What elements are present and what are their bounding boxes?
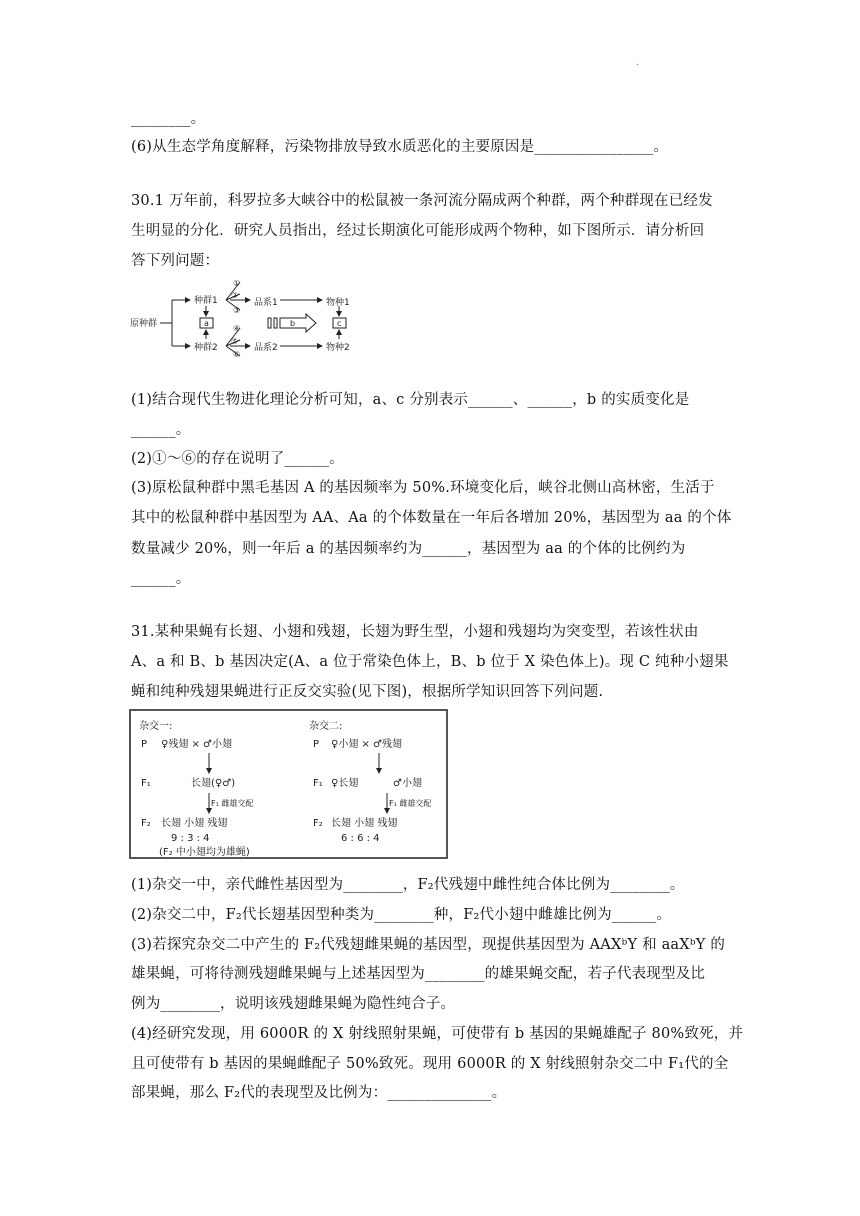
- diagram-n1: ①: [233, 279, 241, 288]
- diagram-pop2: 种群2: [194, 343, 218, 353]
- diagram-strain1: 品系1: [254, 298, 278, 308]
- q30-stem-line-2: 生明显的分化．研究人员指出，经过长期演化可能形成两个物种，如下图所示．请分析回: [131, 223, 705, 239]
- cross2-parents: ♀小翅 × ♂残翅: [331, 739, 403, 750]
- diagram-arrow-b: [280, 314, 316, 332]
- diagram-species2: 物种2: [326, 343, 350, 353]
- q31-stem-line-3: 蝇和纯种残翅果蝇进行正反交实验(见下图)，根据所学知识回答下列问题.: [131, 684, 604, 700]
- cross2-ratio: 6 : 6 : 4: [341, 833, 380, 844]
- q31-stem-line-1: 31.某种果蝇有长翅、小翅和残翅，长翅为野生型，小翅和残翅均为突变型，若该性状由: [131, 624, 699, 640]
- diagram-n5: ⑤: [231, 337, 239, 346]
- diagram-strain2: 品系2: [254, 343, 278, 353]
- q31-item-1: (1)杂交一中，亲代雌性基因型为________，F₂代残翅中雌性纯合体比例为________。: [131, 877, 685, 893]
- q31-stem-line-2: A、a 和 B、b 基因决定(A、a 位于常染色体上，B、b 位于 X 染色体上)。现 C 纯种小翅果: [131, 654, 729, 670]
- cross2-f1-male: ♂小翅: [393, 778, 422, 789]
- q30-item-3d: ______。: [131, 571, 191, 587]
- q29-blank-line: ________。: [131, 111, 206, 127]
- cross1-parents: ♀残翅 × ♂小翅: [161, 739, 233, 750]
- q30-item-1a: (1)结合现代生物进化理论分析可知，a、c 分别表示______、______，b 的实质变化是: [131, 392, 690, 408]
- diagram-label-b: b: [290, 319, 296, 328]
- cross1-f2: 长翅 小翅 残翅: [161, 818, 228, 829]
- cross1-p-label: P: [141, 739, 148, 750]
- corner-mark: .: [636, 58, 639, 68]
- diagram-label-c: c: [337, 319, 342, 328]
- cross2-title: 杂交二:: [309, 721, 343, 732]
- q31-item-3c: 例为________，说明该残翅雌果蝇为隐性纯合子。: [131, 996, 456, 1012]
- q30-stem-line-1: 30.1 万年前，科罗拉多大峡谷中的松鼠被一条河流分隔成两个种群，两个种群现在已经发: [131, 193, 713, 209]
- cross1-title: 杂交一:: [139, 721, 173, 732]
- cross1-f1: 长翅(♀♂): [191, 778, 236, 789]
- q30-item-2: (2)①～⑥的存在说明了______。: [131, 451, 344, 467]
- q29-item6: (6)从生态学角度解释，污染物排放导致水质恶化的主要原因是________________。: [131, 139, 669, 155]
- diagram-n4: ④: [233, 324, 241, 333]
- q31-item-3a: (3)若探究杂交二中产生的 F₂代残翅雌果蝇的基因型，现提供基因型为 AAXᵇY 和 aaXᵇY 的: [131, 937, 726, 953]
- cross2-f1-female: ♀长翅: [331, 778, 359, 789]
- diagram-label-a: a: [204, 319, 209, 328]
- cross1-mating: F₁ 雌雄交配: [211, 799, 254, 808]
- diagram-n3: ③: [233, 306, 241, 315]
- cross2-f2: 长翅 小翅 残翅: [331, 818, 398, 829]
- diagram-species1: 物种1: [326, 298, 350, 308]
- cross2-f1-label: F₁: [313, 778, 323, 789]
- cross1-ratio: 9 : 3 : 4: [171, 833, 210, 844]
- speciation-diagram: [128, 276, 368, 358]
- cross1-note: (F₂ 中小翅均为雄蝇): [159, 847, 250, 857]
- cross-experiment-figure: [129, 709, 448, 859]
- cross2-f2-label: F₂: [313, 818, 323, 829]
- diagram-pop1: 种群1: [194, 296, 218, 306]
- q30-item-1b: ______。: [131, 422, 191, 438]
- q30-item-3c: 数量减少 20%，则一年后 a 的基因频率约为______，基因型为 aa 的个体的比例约为: [131, 541, 686, 557]
- cross2-mating: F₁ 雌雄交配: [389, 799, 432, 808]
- q30-stem-line-3: 答下列问题：: [131, 253, 220, 269]
- q31-item-4b: 且可使带有 b 基因的果蝇雌配子 50%致死。现用 6000R 的 X 射线照射杂交二中 F₁代的全: [131, 1056, 729, 1072]
- q31-item-2: (2)杂交二中，F₂代长翅基因型种类为________种，F₂代小翅中雌雄比例为______。: [131, 907, 672, 923]
- cross1-f2-label: F₂: [141, 818, 151, 829]
- diagram-n6: ⑥: [233, 350, 241, 358]
- cross2-p-label: P: [313, 739, 320, 750]
- diagram-n2: ②: [231, 291, 239, 300]
- q31-item-4a: (4)经研究发现，用 6000R 的 X 射线照射果蝇，可使带有 b 基因的果蝇雄配子 80%致死，并: [131, 1026, 744, 1042]
- q30-item-3b: 其中的松鼠种群中基因型为 AA、Aa 的个体数量在一年后各增加 20%，基因型为 aa 的个体: [131, 510, 732, 526]
- cross1-f1-label: F₁: [141, 778, 151, 789]
- diagram-origin: 原种群: [130, 319, 158, 329]
- q30-item-3a: (3)原松鼠种群中黑毛基因 A 的基因频率为 50%.环境变化后，峡谷北侧山高林密，生活于: [131, 480, 715, 496]
- q31-item-3b: 雄果蝇，可将待测残翅雌果蝇与上述基因型为________的雄果蝇交配，若子代表现型及比: [131, 966, 706, 982]
- q31-item-4c: 部果蝇，那么 F₂代的表现型及比例为：______________。: [131, 1085, 507, 1101]
